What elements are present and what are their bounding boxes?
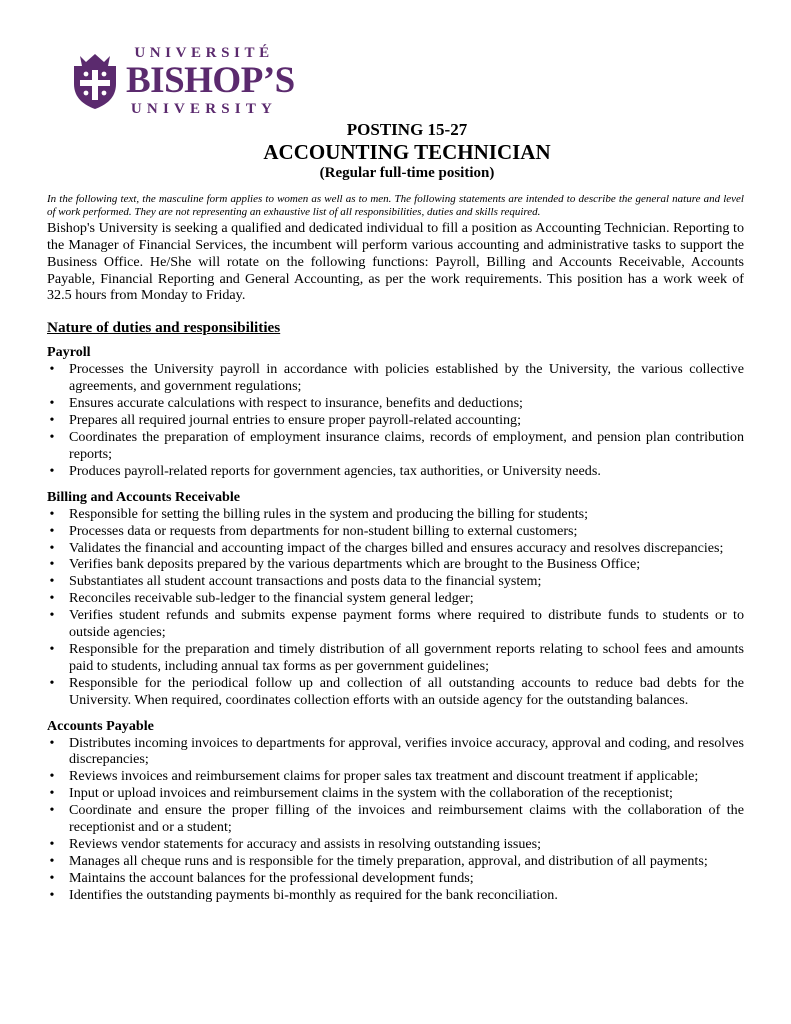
logo-line-university: UNIVERSITY [130, 101, 278, 117]
list-item-text: Responsible for setting the billing rules in the system and producing the billing for students; [69, 505, 589, 522]
list-item [47, 853, 744, 870]
logo-line-universite: UNIVERSITÉ [134, 45, 274, 61]
position-type: (Regular full-time position) [319, 165, 495, 181]
bullet-icon: • [49, 361, 55, 378]
bullet-icon: • [49, 462, 55, 479]
list-item-text: Maintains the account balances for the professional development funds; [69, 869, 474, 886]
list-item-text: Substantiates all student account transactions and posts data to the financial system; [69, 573, 542, 590]
bullet-icon: • [49, 607, 55, 624]
list-item-text: Ensures accurate calculations with respect to insurance, benefits and deductions; [69, 395, 523, 412]
list-item-text: Responsible for the preparation and timely distribution of all government reports relating to school fees and amounts paid to students, including annual tax forms as per government guidelines; [69, 640, 744, 674]
list-item [47, 735, 744, 769]
list-item-text: Coordinates the preparation of employment insurance claims, records of employment, and pension plan contribution reports; [69, 428, 744, 462]
gender-disclaimer: In the following text, the masculine form applies to women as well as to men. The following statements are intended to describe the general nature and level of work performed. They are not representing an exhaustive list of all responsibilities, duties and skills required. [47, 193, 744, 219]
bullet-icon: • [49, 886, 55, 903]
intro-paragraph: Bishop's University is seeking a qualified and dedicated individual to fill a position as Accounting Technician. Reporting to the Manager of Financial Services, the incumbent will perform various accounting and administrative tasks to support the Business Office. He/She will rotate on the following functions: Payroll, Billing and Accounts Receivable, Accounts Payable, Financial Reporting and General Accounting, as per the work requirements. This position has a work week of 32.5 hours from Monday to Friday. [47, 219, 744, 304]
bullet-icon: • [49, 836, 55, 852]
list-item-text: Manages all cheque runs and is responsible for the timely preparation, approval, and distribution of all payments; [69, 852, 708, 869]
billing-heading: Billing and Accounts Receivable [47, 488, 241, 505]
accounts-payable-list [47, 735, 744, 904]
bullet-icon: • [49, 869, 55, 886]
bullet-icon: • [49, 428, 55, 445]
list-item-text: Identifies the outstanding payments bi-monthly as required for the bank reconciliation. [69, 886, 558, 903]
bullet-icon: • [49, 522, 55, 539]
list-item [47, 802, 744, 836]
bullet-icon: • [49, 734, 55, 751]
bullet-icon: • [49, 802, 55, 819]
list-item-text: Reconciles receivable sub-ledger to the financial system general ledger; [69, 590, 474, 607]
list-item-text: Verifies bank deposits prepared by the various departments which are brought to the Business Office; [69, 556, 641, 573]
bullet-icon: • [49, 395, 55, 412]
list-item [47, 870, 744, 887]
list-item-text: Prepares all required journal entries to ensure proper payroll-related accounting; [69, 412, 521, 429]
list-item [47, 429, 744, 463]
job-title: ACCOUNTING TECHNICIAN [263, 140, 551, 164]
list-item-text: Distributes incoming invoices to departments for approval, verifies invoice accuracy, approval and coding, and resolves discrepancies; [69, 734, 744, 768]
list-item [47, 540, 744, 557]
list-item [47, 463, 744, 480]
list-item [47, 523, 744, 540]
bullet-icon: • [49, 640, 55, 657]
payroll-list [47, 361, 744, 479]
list-item-text: Verifies student refunds and submits expense payment forms where required to distribute funds to students or to outside agencies; [69, 607, 744, 641]
list-item [47, 361, 744, 395]
list-item-text: Input or upload invoices and reimbursement claims in the system with the collaboration of the receptionist; [69, 785, 673, 802]
list-item [47, 412, 744, 429]
bullet-icon: • [49, 505, 55, 522]
list-item [47, 506, 744, 523]
list-item-text: Processes the University payroll in accordance with policies established by the University, the various collective agreements, and government regulations; [69, 361, 744, 395]
bullet-icon: • [49, 852, 55, 869]
bullet-icon: • [49, 590, 55, 607]
list-item [47, 768, 744, 785]
payroll-heading: Payroll [47, 344, 91, 361]
list-item-text: Processes data or requests from departments for non-student billing to external customers; [69, 522, 578, 539]
bullet-icon: • [49, 573, 55, 590]
posting-number: POSTING 15-27 [346, 120, 468, 139]
list-item-text: Reviews vendor statements for accuracy and assists in resolving outstanding issues; [69, 836, 542, 852]
bullet-icon: • [49, 556, 55, 573]
list-item [47, 395, 744, 412]
list-item [47, 887, 744, 904]
list-item-text: Reviews invoices and reimbursement claims for proper sales tax treatment and discount treatment if applicable; [69, 768, 699, 785]
accounts-payable-heading: Accounts Payable [47, 717, 154, 734]
list-item [47, 836, 744, 853]
logo-wordmark [126, 44, 295, 118]
bullet-icon: • [49, 539, 55, 556]
list-item-text: Responsible for the periodical follow up and collection of all outstanding accounts to reduce bad debts for the University. When required, coordinates collection efforts with an outside agency for the outstanding balances. [69, 674, 744, 708]
bishops-university-logo [70, 44, 295, 124]
list-item [47, 556, 744, 573]
bullet-icon: • [49, 785, 55, 802]
list-item [47, 590, 744, 607]
document-body [47, 193, 744, 904]
list-item-text: Validates the financial and accounting impact of the charges billed and ensures accuracy and resolves discrepancies; [69, 539, 724, 556]
bullet-icon: • [49, 674, 55, 691]
list-item [47, 607, 744, 641]
list-item [47, 785, 744, 802]
bullet-icon: • [49, 768, 55, 785]
list-item [47, 675, 744, 709]
bullet-icon: • [49, 412, 55, 429]
billing-list [47, 506, 744, 709]
list-item [47, 641, 744, 675]
logo-line-bishops: BISHOP’S [126, 60, 295, 101]
list-item-text: Coordinate and ensure the proper filling of the invoices and reimbursement claims with the collaboration of the receptionist and or a student; [69, 802, 744, 836]
list-item-text: Produces payroll-related reports for government agencies, tax authorities, or University needs. [69, 462, 601, 479]
list-item [47, 573, 744, 590]
duties-heading: Nature of duties and responsibilities [47, 319, 281, 337]
university-crest-icon [70, 52, 120, 110]
posting-header [0, 120, 791, 182]
